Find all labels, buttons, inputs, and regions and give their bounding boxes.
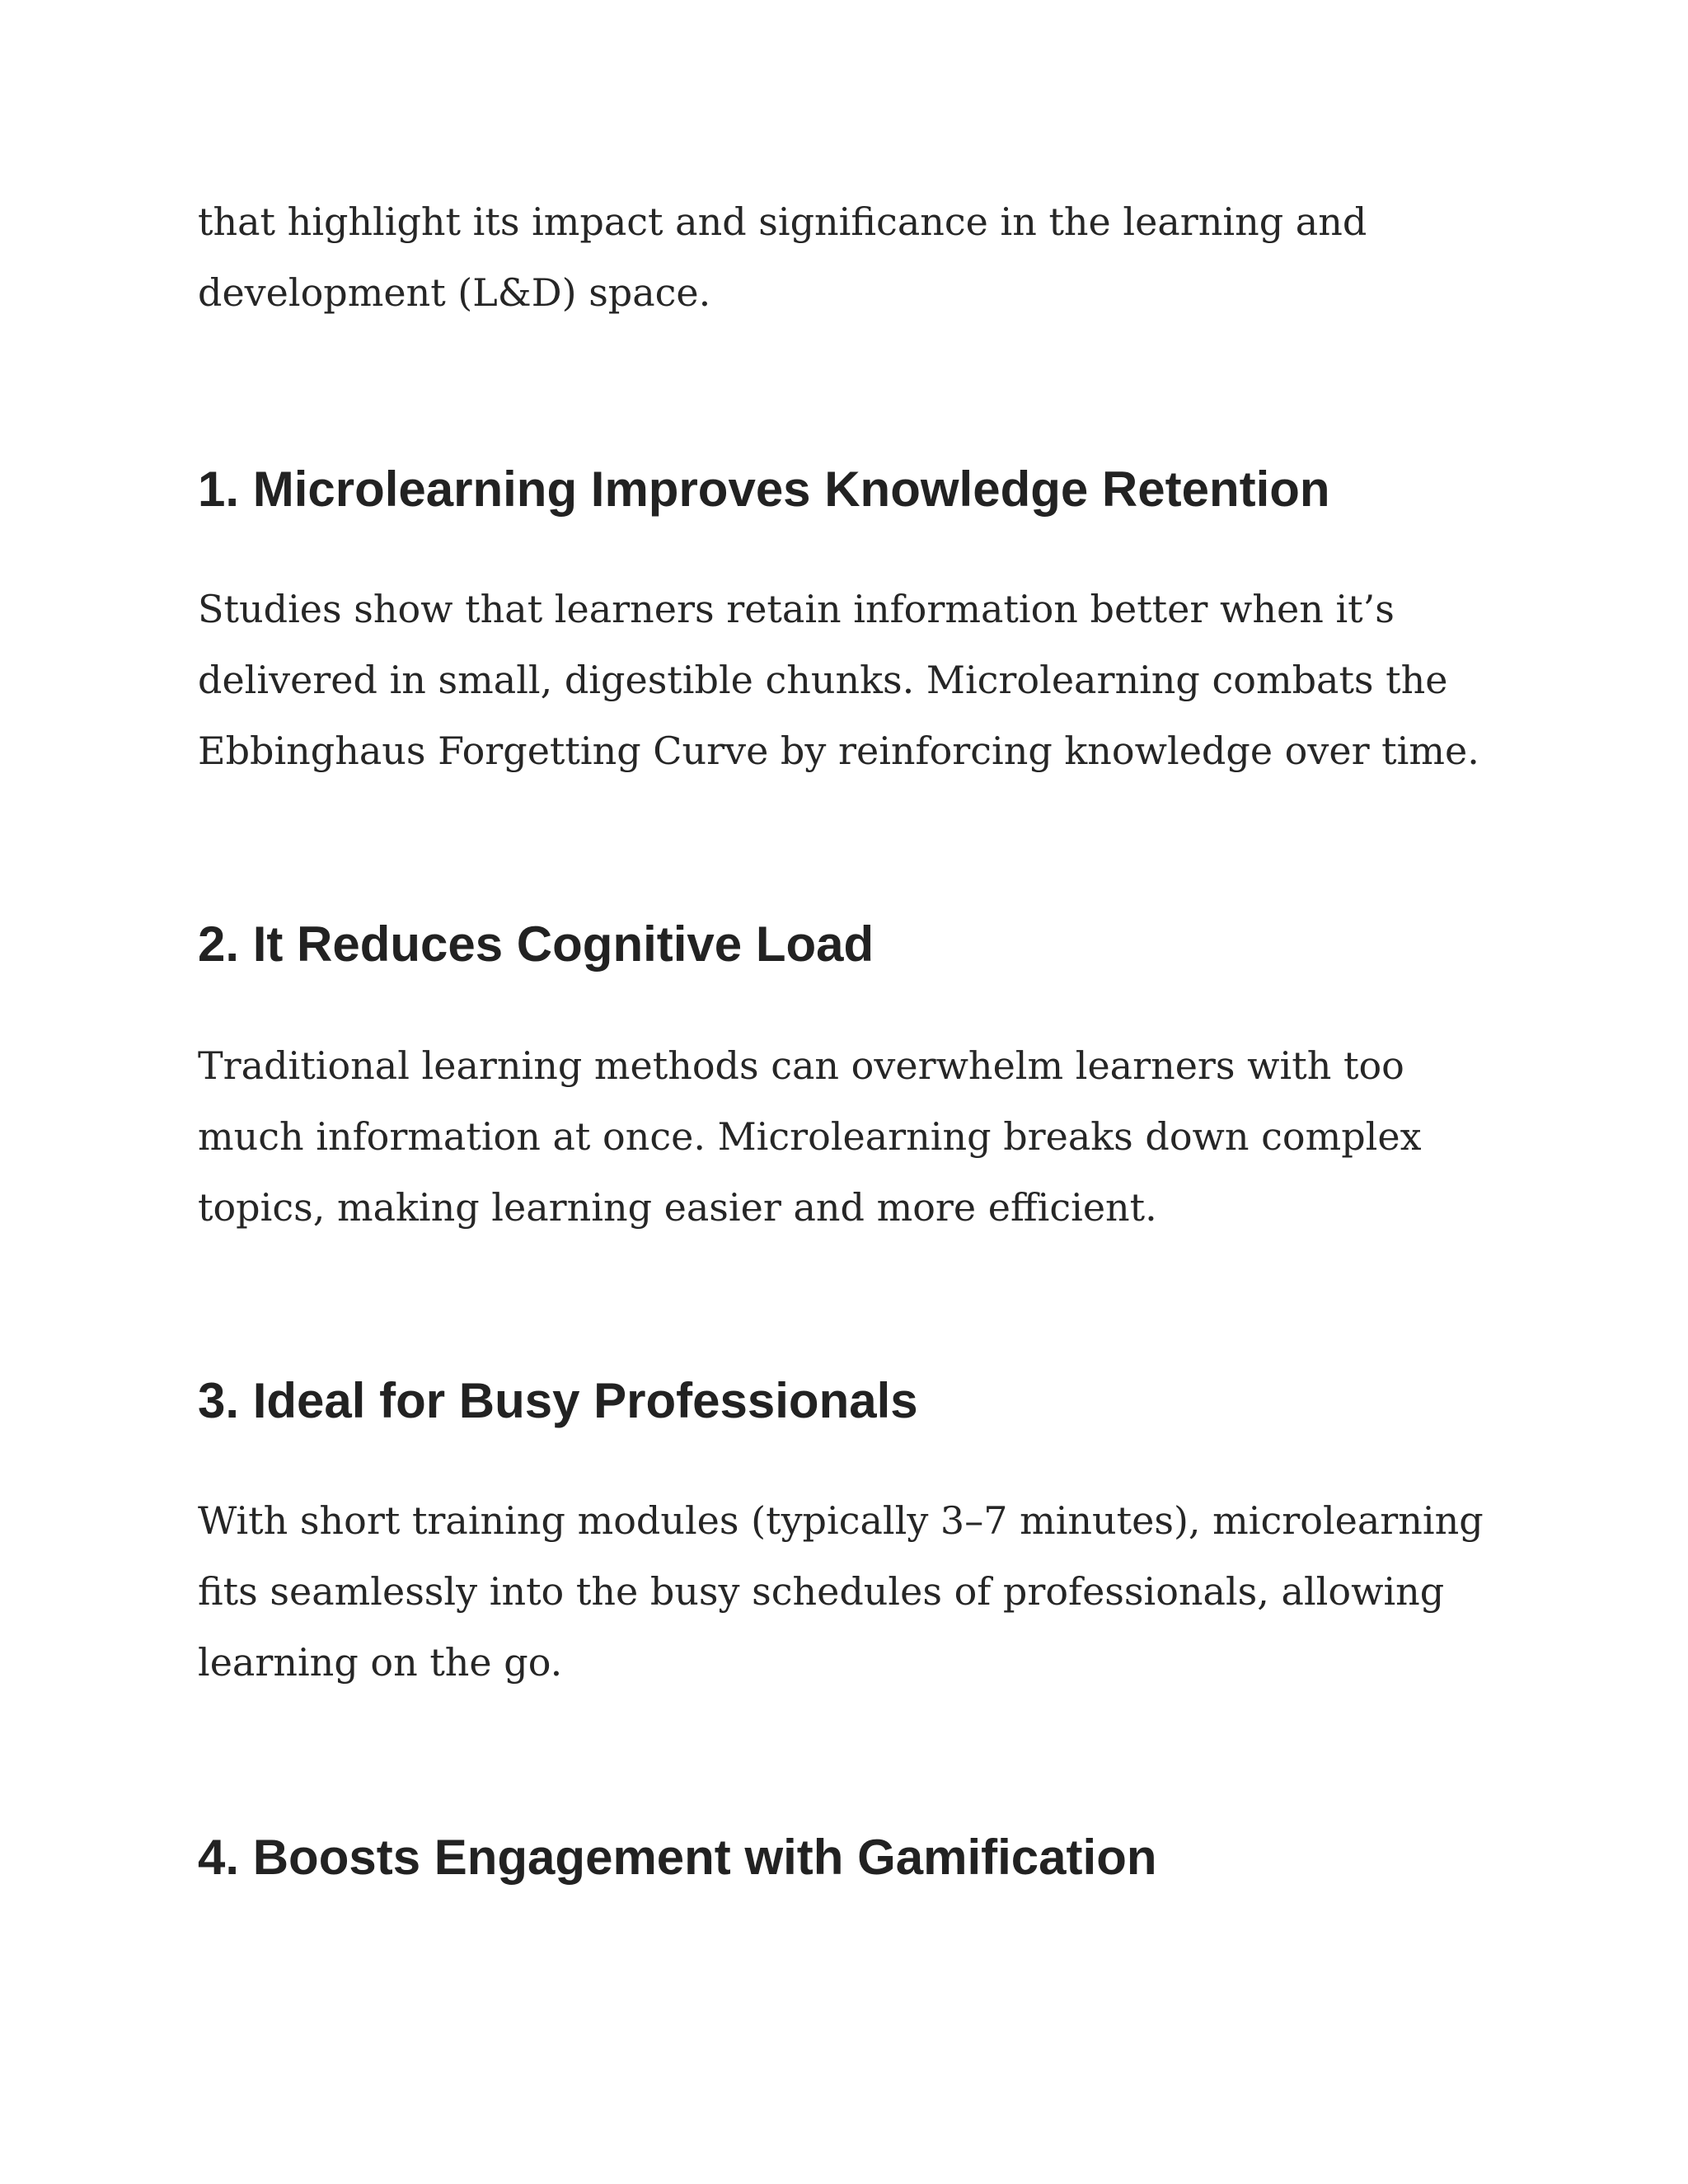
intro-paragraph: that highlight its impact and significance in the learning and development (L&D) space. [198,199,1367,315]
section-heading: 1. Microlearning Improves Knowledge Retention [198,462,1330,517]
section-heading: 2. It Reduces Cognitive Load [198,916,874,972]
section-paragraph: Studies show that learners retain information better when it’s delivered in small, digestible chunks. Microlearning combats the Ebbinghaus Forgetting Curve by reinforcing knowledge over time. [198,587,1479,773]
section-paragraph: With short training modules (typically 3–7 minutes), microlearning fits seamlessly into the busy schedules of professionals, allowing learning on the go. [198,1498,1484,1685]
section-paragraph: Traditional learning methods can overwhelm learners with too much information at once. Microlearning breaks down complex topics, making learning easier and more efficient. [198,1043,1422,1230]
section-heading: 4. Boosts Engagement with Gamification [198,1830,1157,1885]
section-heading: 3. Ideal for Busy Professionals [198,1373,918,1428]
